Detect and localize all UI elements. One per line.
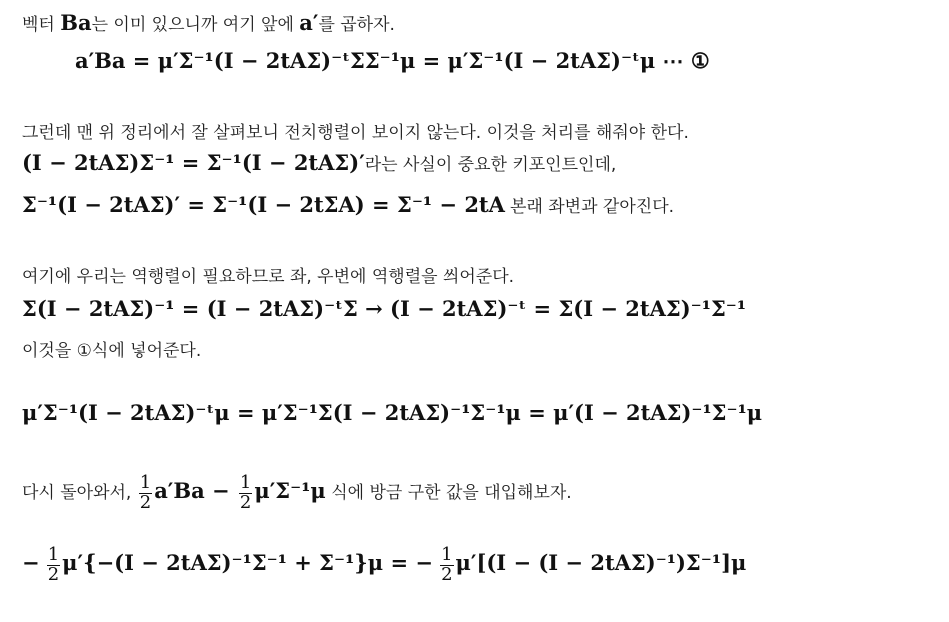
equation-2-text: 라는 사실이 중요한 키포인트인데,	[364, 155, 617, 175]
fraction-numerator: 1	[139, 472, 152, 493]
fraction-one-half-3	[47, 546, 60, 585]
equation-2-line	[22, 150, 616, 175]
equation-7-part1: μ′{−(I − 2tAΣ)⁻¹Σ⁻¹ + Σ⁻¹}μ = −	[62, 549, 433, 575]
equation-6-line	[22, 474, 572, 513]
equation-5: μ′Σ⁻¹(I − 2tAΣ)⁻ᵗμ = μ′Σ⁻¹Σ(I − 2tAΣ)⁻¹Σ⁻¹μ = μ′(I − 2tAΣ)⁻¹Σ⁻¹μ	[22, 400, 763, 425]
intro-text-post: 를 곱하자.	[318, 15, 395, 35]
fraction-numerator: 1	[441, 544, 453, 565]
equation-7-sign: −	[22, 549, 40, 575]
paragraph-substitute-note: 이것을 ①식에 넣어준다.	[22, 341, 202, 361]
fraction-numerator: 1	[239, 472, 252, 493]
paragraph-inverse-note: 여기에 우리는 역행렬이 필요하므로 좌, 우변에 역행렬을 씌어준다.	[22, 267, 515, 287]
line6-expr-aba: a′Ba −	[154, 477, 237, 503]
equation-7-part2: μ′[(I − (I − 2tAΣ)⁻¹)Σ⁻¹]μ	[455, 549, 747, 575]
fraction-one-half-2	[239, 474, 252, 513]
fraction-denominator: 2	[239, 491, 252, 513]
intro-text-pre: 벡터	[22, 15, 61, 35]
paragraph-transpose-note: 그런데 맨 위 정리에서 잘 살펴보니 전치행렬이 보이지 않는다. 이것을 처리를 해줘야 한다.	[22, 123, 689, 143]
intro-text-mid: 는 이미 있으니까 여기 앞에	[91, 15, 300, 35]
intro-line	[22, 10, 395, 35]
line6-expr-mu: μ′Σ⁻¹μ	[254, 477, 326, 503]
equation-7-line	[22, 546, 746, 585]
fraction-denominator: 2	[139, 491, 152, 513]
equation-3-text: 본래 좌변과 같아진다.	[510, 197, 675, 217]
equation-2: (I − 2tAΣ)Σ⁻¹ = Σ⁻¹(I − 2tAΣ)′	[22, 150, 365, 175]
intro-vector-a-prime: a′	[299, 10, 319, 35]
equation-1: a′Ba = μ′Σ⁻¹(I − 2tAΣ)⁻ᵗΣΣ⁻¹μ = μ′Σ⁻¹(I − 2tAΣ)⁻ᵗμ ⋯ ①	[75, 48, 710, 73]
fraction-numerator: 1	[47, 544, 60, 565]
equation-3-line	[22, 192, 674, 217]
fraction-denominator: 2	[47, 563, 60, 585]
equation-4: Σ(I − 2tAΣ)⁻¹ = (I − 2tAΣ)⁻ᵗΣ → (I − 2tAΣ)⁻ᵗ = Σ(I − 2tAΣ)⁻¹Σ⁻¹	[22, 296, 747, 321]
fraction-one-half-1	[139, 474, 152, 513]
fraction-denominator: 2	[441, 563, 453, 585]
line6-text-pre: 다시 돌아와서,	[22, 482, 137, 503]
line6-text-post: 식에 방금 구한 값을 대입해보자.	[325, 482, 572, 503]
intro-vector-ba: Ba	[60, 10, 92, 35]
fraction-one-half-4	[440, 546, 453, 585]
equation-3: Σ⁻¹(I − 2tAΣ)′ = Σ⁻¹(I − 2tΣA) = Σ⁻¹ − 2tA	[22, 192, 505, 217]
